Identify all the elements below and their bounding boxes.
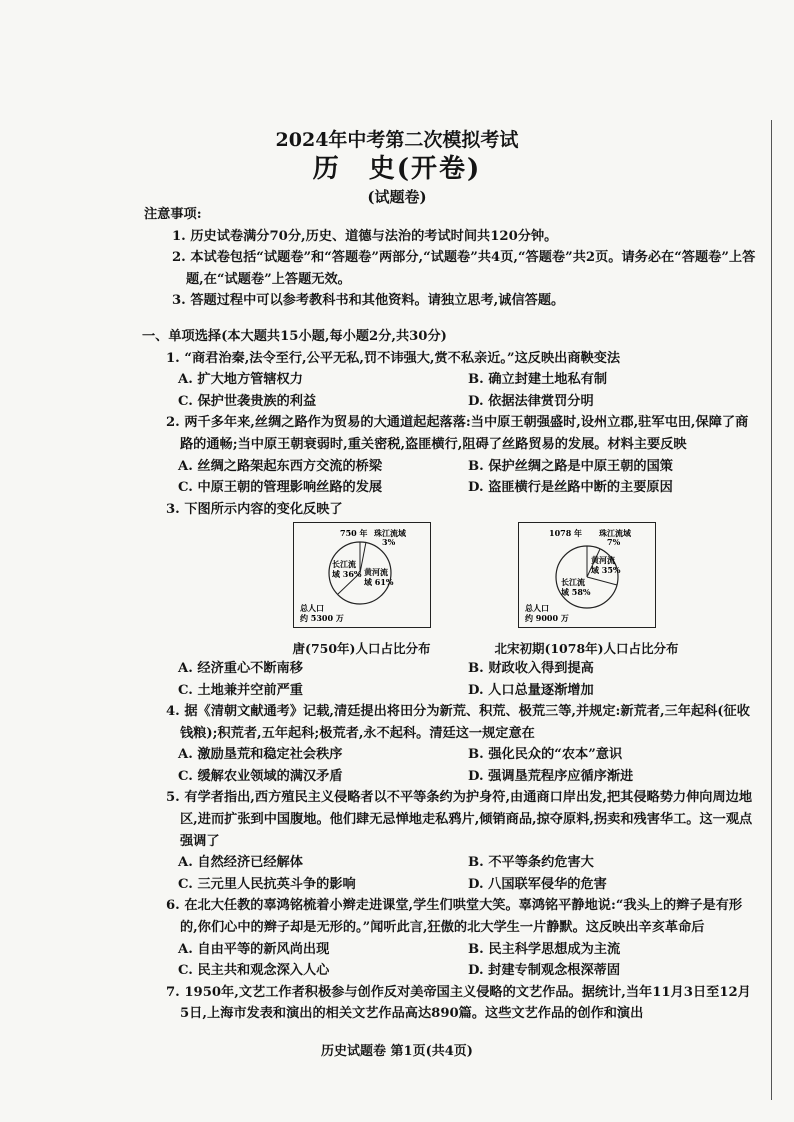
question-stem: 5. 有学者指出,西方殖民主义侵略者以不平等条约为护身符,由通商口岸出发,把其侵略势力伸向周边地区,进而扩张到中国腹地。他们肆无忌惮地走私鸦片,倾销商品,掠夺原料,拐卖和残害华工。这一观点强调了 bbox=[166, 790, 753, 849]
exam-header bbox=[0, 128, 794, 208]
pie-caption: 北宋初期(1078年)人口占比分布 bbox=[494, 640, 679, 656]
question-stem: 6. 在北大任教的辜鸿铭梳着小辫走进课堂,学生们哄堂大笑。辜鸿铭平静地说:“我头上的辫子是有形的,你们心中的辫子却是无形的。”闻听此言,狂傲的北大学生一片静默。这反映出辛亥革命后 bbox=[166, 898, 743, 936]
option: A. 自然经济已经解体 bbox=[178, 855, 303, 871]
notes-title: 注意事项: bbox=[144, 207, 202, 222]
pie-label: 黄河流 bbox=[590, 555, 615, 566]
pie-label: 黄河流 bbox=[363, 567, 388, 578]
question-stem: 4. 据《清朝文献通考》记载,清廷提出将田分为新荒、积荒、极荒三等,并规定:新荒者,三年起科(征收钱粮);积荒者,五年起科;极荒者,永不起科。清廷这一规定意在 bbox=[166, 704, 750, 741]
option: B. 确立封建土地私有制 bbox=[468, 372, 608, 388]
option: B. 财政收入得到提高 bbox=[468, 660, 594, 676]
pie-label: 长江流 bbox=[560, 577, 585, 588]
option: C. 民主共和观念深入人心 bbox=[178, 963, 330, 979]
option: D. 盗匪横行是丝路中断的主要原因 bbox=[468, 480, 673, 496]
exam-subject: 历 史(开卷) bbox=[312, 154, 482, 184]
pie-year: 750 年 bbox=[339, 528, 367, 539]
pie-label: 珠江流域 bbox=[598, 528, 631, 539]
option: A. 丝绸之路架起东西方交流的桥梁 bbox=[178, 458, 383, 474]
pie-total-value: 约 5300 万 bbox=[299, 613, 344, 624]
option: B. 不平等条约危害大 bbox=[468, 855, 594, 871]
pie-label: 长江流 bbox=[331, 559, 356, 570]
question-stem: 7. 1950年,文艺工作者积极参与创作反对美帝国主义侵略的文艺作品。据统计,当年11月3日至12月5日,上海市发表和演出的相关文艺作品高达890篇。这些文艺作品的创作和演出 bbox=[166, 984, 751, 1022]
option: A. 扩大地方管辖权力 bbox=[178, 372, 303, 388]
note-item: 3. 答题过程中可以参考教科书和其他资料。请独立思考,诚信答题。 bbox=[172, 293, 565, 309]
option: D. 依据法律赏罚分明 bbox=[468, 393, 594, 409]
question-1 bbox=[146, 348, 758, 413]
option: C. 保护世袭贵族的利益 bbox=[178, 393, 317, 409]
option: D. 人口总量逐渐增加 bbox=[468, 682, 594, 698]
pie-total: 总人口 bbox=[299, 603, 324, 614]
question-2 bbox=[146, 412, 758, 498]
pie-label: 域 35% bbox=[590, 565, 621, 576]
section-heading: 一、单项选择(本大题共15小题,每小题2分,共30分) bbox=[142, 328, 447, 344]
question-5 bbox=[146, 787, 758, 895]
note-item: 2. 本试卷包括“试题卷”和“答题卷”两部分,“试题卷”共4页,“答题卷”共2页。请务必在“答题卷”上答题,在“试题卷”上答题无效。 bbox=[172, 250, 756, 287]
option: A. 自由平等的新风尚出现 bbox=[178, 941, 330, 957]
question-stem: 1. “商君治秦,法令至行,公平无私,罚不讳强大,赏不私亲近。”这反映出商鞅变法 bbox=[166, 350, 621, 366]
option: C. 三元里人民抗英斗争的影响 bbox=[178, 876, 356, 892]
option: C. 缓解农业领域的满汉矛盾 bbox=[178, 768, 343, 784]
question-stem: 2. 两千多年来,丝绸之路作为贸易的大通道起起落落:当中原王朝强盛时,设州立郡,驻军屯田,保障了商路的通畅;当中原王朝衰弱时,重关密税,盗匪横行,阻碍了丝路贸易的发展。材料主要反映 bbox=[166, 415, 749, 452]
note-item: 1. 历史试卷满分70分,历史、道德与法治的考试时间共120分钟。 bbox=[172, 228, 558, 244]
option: D. 强调垦荒程序应循序渐进 bbox=[468, 768, 634, 784]
option: A. 激励垦荒和稳定社会秩序 bbox=[178, 747, 343, 763]
question-3 bbox=[146, 499, 758, 701]
pie-label: 域 58% bbox=[560, 587, 591, 598]
pie-total: 总人口 bbox=[524, 603, 549, 614]
page-footer: 历史试题卷 第1页(共4页) bbox=[321, 1044, 473, 1059]
option: C. 中原王朝的管理影响丝路的发展 bbox=[178, 480, 383, 496]
option: B. 强化民众的“农本”意识 bbox=[468, 747, 623, 763]
pie-label: 珠江流域 bbox=[373, 528, 406, 539]
question-4 bbox=[146, 701, 758, 787]
question-6 bbox=[146, 895, 758, 981]
question-stem: 3. 下图所示内容的变化反映了 bbox=[166, 501, 343, 517]
pie-label: 域 36% bbox=[331, 569, 362, 580]
pie-figure-tang bbox=[254, 522, 469, 658]
pie-divider bbox=[587, 577, 617, 585]
question-7 bbox=[146, 982, 758, 1025]
option: D. 封建专制观念根深蒂固 bbox=[468, 963, 621, 979]
pie-label: 域 61% bbox=[363, 577, 394, 588]
option: B. 民主科学思想成为主流 bbox=[468, 941, 621, 957]
pie-total-value: 约 9000 万 bbox=[524, 613, 569, 624]
exam-subtitle: (试题卷) bbox=[367, 188, 427, 206]
option: B. 保护丝绸之路是中原王朝的国策 bbox=[468, 458, 673, 474]
pie-chart-tang bbox=[293, 522, 431, 628]
pie-label: 3% bbox=[381, 537, 395, 548]
pie-chart-song bbox=[518, 522, 656, 628]
pie-caption: 唐(750年)人口占比分布 bbox=[292, 640, 431, 656]
option: D. 八国联军侵华的危害 bbox=[468, 876, 607, 892]
option: C. 土地兼并空前严重 bbox=[178, 682, 303, 698]
pie-label: 7% bbox=[606, 537, 620, 548]
pie-figure-song bbox=[479, 522, 694, 658]
pie-year: 1078 年 bbox=[548, 528, 582, 539]
exam-title: 2024年中考第二次模拟考试 bbox=[275, 129, 519, 151]
option: A. 经济重心不断南移 bbox=[178, 660, 303, 676]
exam-body bbox=[142, 204, 758, 1025]
page-edge-rule bbox=[771, 120, 772, 1100]
